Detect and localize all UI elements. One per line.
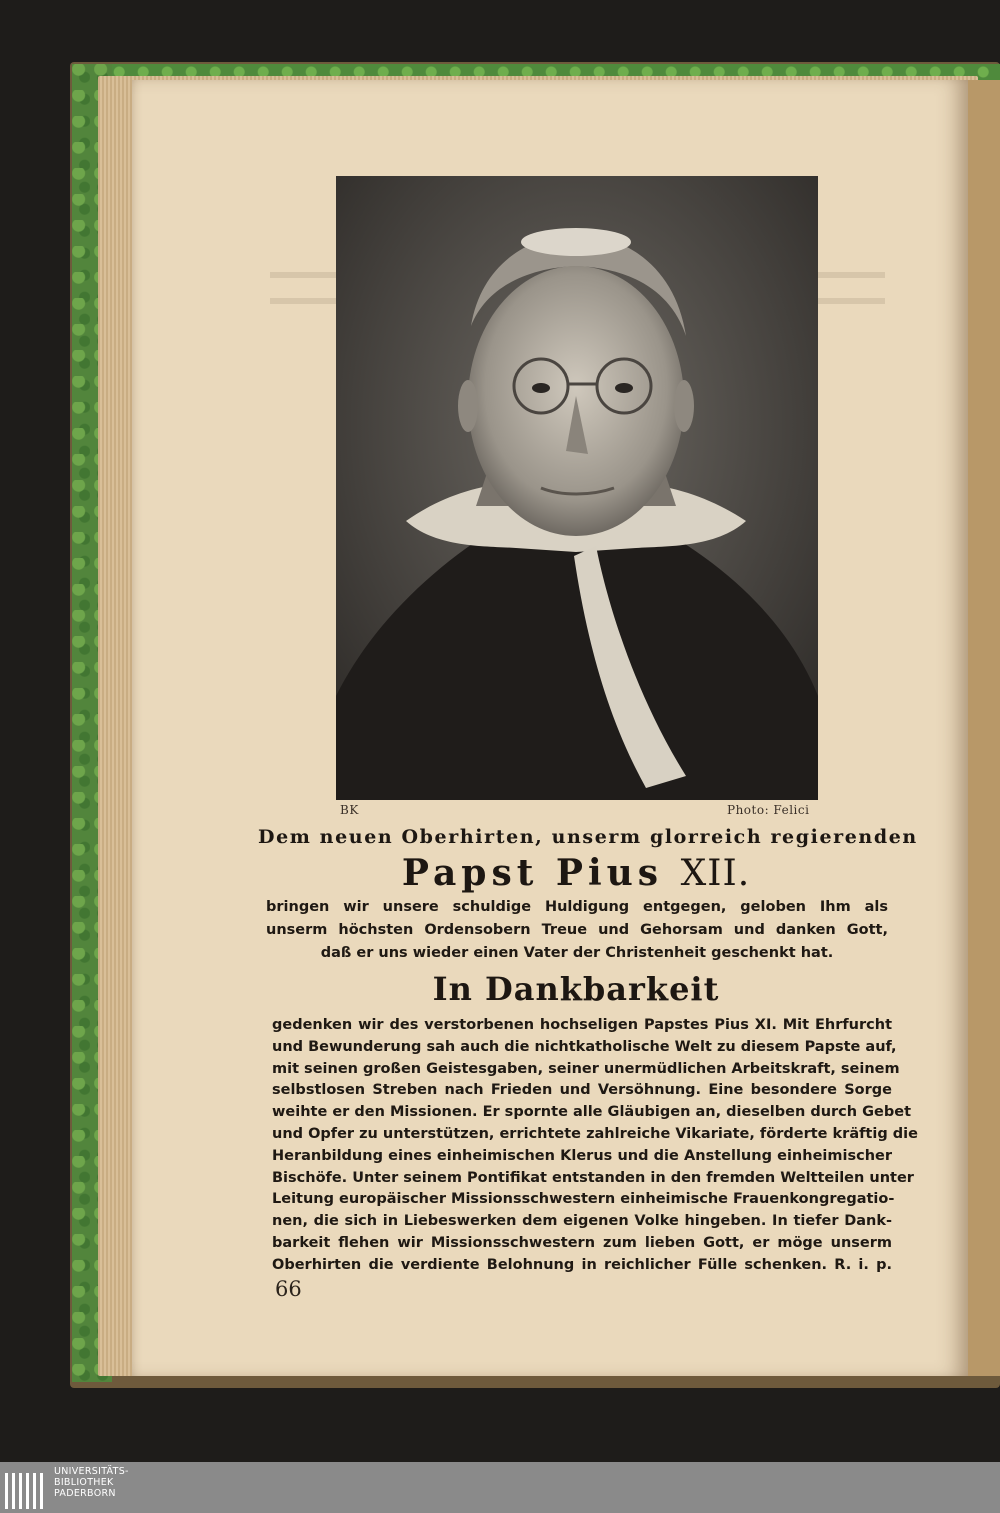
body-line: nen, die sich in Liebeswerken dem eigenen Volke hingeben. In tiefer Dank- [272,1213,892,1230]
body-line: weihte er den Missionen. Er spornte alle Gläubigen an, dieselben durch Gebet [272,1104,912,1121]
logo-line: PADERBORN [54,1488,116,1499]
pope-title-name: Papst Pius [401,852,664,894]
body-line: gedenken wir des verstorbenen hochseligen Papstes Pius XI. Mit Ehrfurcht [272,1017,892,1033]
body-line: und Opfer zu unterstützen, errichtete zahlreiche Vikariate, förderte kräftig die [272,1125,918,1142]
body-line: Bischöfe. Unter seinem Pontifikat entstanden in den fremden Weltteilen unter [272,1169,914,1186]
body-line: selbstlosen Streben nach Frieden und Versöhnung. Eine besondere Sorge [272,1082,892,1099]
homage-paragraph [266,896,888,965]
homage-line: daß er uns wieder einen Vater der Christenheit geschenkt hat. [320,945,834,961]
library-footer-bar [0,1462,1000,1513]
body-line: Oberhirten die verdiente Belohnung in reichlicher Fülle schenken. R. i. p. [272,1256,892,1273]
portrait-illustration [336,176,818,800]
portrait-photo [336,176,818,800]
homage-line: bringen wir unsere schuldige Huldigung entgegen, geloben Ihm als [266,899,888,915]
body-line: Leitung europäischer Missionsschwestern einheimische Frauenkongregatio- [272,1191,895,1208]
body-line: Heranbildung eines einheimischen Klerus und die Anstellung einheimischer [272,1147,892,1164]
logo-line: BIBLIOTHEK [54,1477,114,1488]
memorial-paragraph [272,1015,918,1277]
body-line: mit seinen großen Geistesgaben, seiner unermüdlichen Arbeitskraft, seinem [272,1060,900,1077]
facing-page-edge [966,80,1000,1376]
body-line: barkeit flehen wir Missionsschwestern zum lieben Gott, er möge unserm [272,1234,892,1251]
logo-line: UNIVERSITÄTS- [54,1466,129,1477]
photo-credit-left: BK [340,803,359,817]
homage-line: unserm höchsten Ordensobern Treue und Gehorsam und danken Gott, [266,922,888,938]
pope-title [258,852,894,894]
pope-title-numeral: XII. [680,853,751,894]
page-number: 66 [275,1277,302,1301]
body-line: und Bewunderung sah auch die nichtkatholische Welt zu diesem Papste auf, [272,1038,897,1055]
photo-credit-right: Photo: Felici [727,803,810,817]
library-logo-icon [3,1467,49,1509]
library-logo-text [54,1466,129,1499]
memorial-heading: In Dankbarkeit [432,970,720,1008]
dedication-line: Dem neuen Oberhirten, unserm glorreich regierenden [258,826,918,848]
